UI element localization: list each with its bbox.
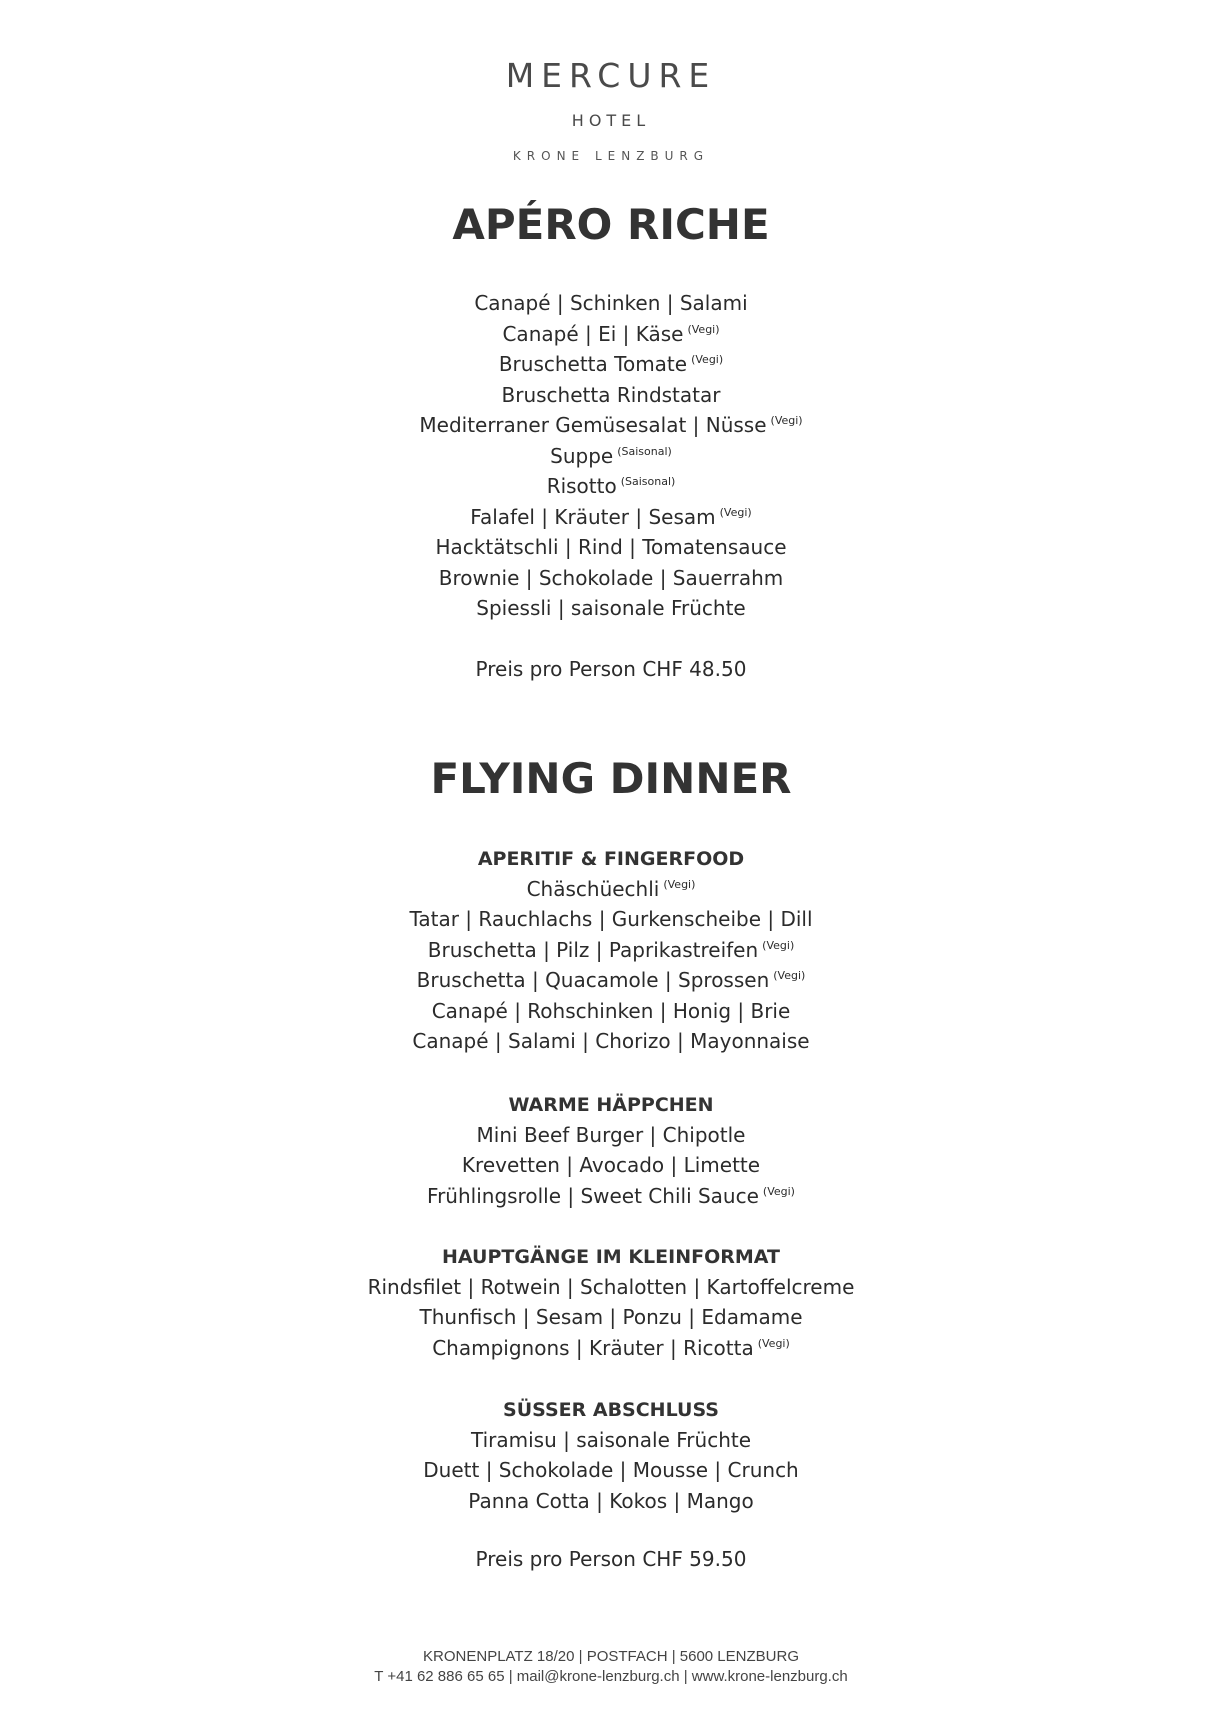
apero-price: Preis pro Person CHF 48.50 bbox=[475, 657, 747, 681]
menu-item-text: Rindsfilet | Rotwein | Schalotten | Kartoffelcreme bbox=[367, 1274, 855, 1299]
footer-contact: T +41 62 886 65 65 | mail@krone-lenzburg.ch | www.krone-lenzburg.ch bbox=[374, 1668, 848, 1685]
flying-title: FLYING DINNER bbox=[430, 754, 792, 803]
menu-item-note: (Saisonal) bbox=[620, 475, 676, 488]
menu-item-text: Bruschetta Rindstatar bbox=[501, 382, 721, 407]
menu-item bbox=[0, 907, 1222, 931]
apero-title: APÉRO RICHE bbox=[452, 200, 770, 249]
menu-item bbox=[0, 1123, 1222, 1147]
menu-item-text: Canapé | Ei | Käse bbox=[502, 321, 684, 346]
menu-item-text: Spiessli | saisonale Früchte bbox=[476, 596, 746, 620]
menu-item-text: Risotto bbox=[546, 474, 617, 498]
menu-item-note: (Vegi) bbox=[719, 505, 752, 519]
menu-item bbox=[0, 352, 1222, 376]
menu-item bbox=[0, 999, 1222, 1023]
footer-address: KRONENPLATZ 18/20 | POSTFACH | 5600 LENZBURG bbox=[423, 1648, 799, 1665]
section-heading: APERITIF & FINGERFOOD bbox=[477, 848, 745, 870]
menu-item bbox=[0, 596, 1222, 620]
section-heading: SÜSSER ABSCHLUSS bbox=[503, 1399, 719, 1421]
menu-item bbox=[0, 877, 1222, 901]
flying-price: Preis pro Person CHF 59.50 bbox=[475, 1547, 747, 1571]
section-heading: WARME HÄPPCHEN bbox=[508, 1094, 714, 1116]
logo-location: KRONE LENZBURG bbox=[512, 149, 710, 163]
menu-item bbox=[0, 1275, 1222, 1299]
menu-item-note: (Vegi) bbox=[691, 353, 724, 366]
menu-item bbox=[0, 968, 1222, 992]
menu-item bbox=[0, 474, 1222, 498]
menu-item bbox=[0, 566, 1222, 590]
menu-item-note: (Vegi) bbox=[770, 414, 803, 427]
menu-item-text: Thunfisch | Sesam | Ponzu | Edamame bbox=[419, 1305, 803, 1329]
menu-item bbox=[0, 1458, 1222, 1482]
menu-item bbox=[0, 444, 1222, 468]
menu-item bbox=[0, 413, 1222, 437]
menu-item-note: (Vegi) bbox=[773, 969, 806, 982]
menu-item-text: Krevetten | Avocado | Limette bbox=[461, 1153, 761, 1177]
menu-item-text: Chäschüechli bbox=[526, 876, 660, 901]
section-heading: HAUPTGÄNGE IM KLEINFORMAT bbox=[442, 1246, 780, 1268]
menu-item bbox=[0, 505, 1222, 529]
logo-brand: MERCURE bbox=[505, 56, 717, 95]
menu-item bbox=[0, 1428, 1222, 1452]
menu-item-text: Frühlingsrolle | Sweet Chili Sauce bbox=[427, 1183, 759, 1208]
menu-item-text: Mediterraner Gemüsesalat | Nüsse bbox=[419, 413, 767, 437]
menu-item-text: Bruschetta | Quacamole | Sprossen bbox=[416, 968, 770, 992]
menu-item-note: (Vegi) bbox=[762, 938, 795, 952]
menu-item-text: Canapé | Schinken | Salami bbox=[474, 291, 748, 315]
menu-item bbox=[0, 322, 1222, 346]
menu-item-text: Champignons | Kräuter | Ricotta bbox=[432, 1335, 754, 1360]
menu-item bbox=[0, 1153, 1222, 1177]
menu-item-text: Suppe bbox=[550, 443, 614, 468]
menu-item bbox=[0, 535, 1222, 559]
menu-item-text: Mini Beef Burger | Chipotle bbox=[476, 1122, 746, 1147]
menu-item-note: (Vegi) bbox=[762, 1184, 795, 1198]
menu-item-note: (Vegi) bbox=[663, 877, 696, 891]
menu-item-text: Canapé | Salami | Chorizo | Mayonnaise bbox=[412, 1029, 810, 1053]
menu-item-text: Hacktätschli | Rind | Tomatensauce bbox=[435, 535, 787, 559]
menu-item bbox=[0, 1336, 1222, 1360]
menu-item-text: Bruschetta | Pilz | Paprikastreifen bbox=[427, 937, 759, 962]
menu-item-note: (Saisonal) bbox=[617, 444, 672, 458]
menu-item-text: Falafel | Kräuter | Sesam bbox=[470, 504, 716, 529]
menu-item bbox=[0, 938, 1222, 962]
menu-item-text: Panna Cotta | Kokos | Mango bbox=[468, 1488, 754, 1513]
menu-item bbox=[0, 291, 1222, 315]
menu-item-text: Brownie | Schokolade | Sauerrahm bbox=[438, 565, 784, 590]
menu-item-note: (Vegi) bbox=[757, 1336, 790, 1350]
menu-item-text: Bruschetta Tomate bbox=[498, 352, 688, 376]
menu-item-text: Duett | Schokolade | Mousse | Crunch bbox=[423, 1458, 799, 1482]
menu-item bbox=[0, 1489, 1222, 1513]
logo-hotel: HOTEL bbox=[571, 111, 651, 130]
menu-item bbox=[0, 383, 1222, 407]
menu-item bbox=[0, 1184, 1222, 1208]
menu-item-text: Tatar | Rauchlachs | Gurkenscheibe | Dill bbox=[409, 907, 813, 931]
menu-item-text: Canapé | Rohschinken | Honig | Brie bbox=[431, 998, 791, 1023]
menu-item bbox=[0, 1029, 1222, 1053]
menu-item-note: (Vegi) bbox=[687, 322, 720, 336]
menu-item bbox=[0, 1305, 1222, 1329]
menu-item-text: Tiramisu | saisonale Früchte bbox=[470, 1427, 752, 1452]
